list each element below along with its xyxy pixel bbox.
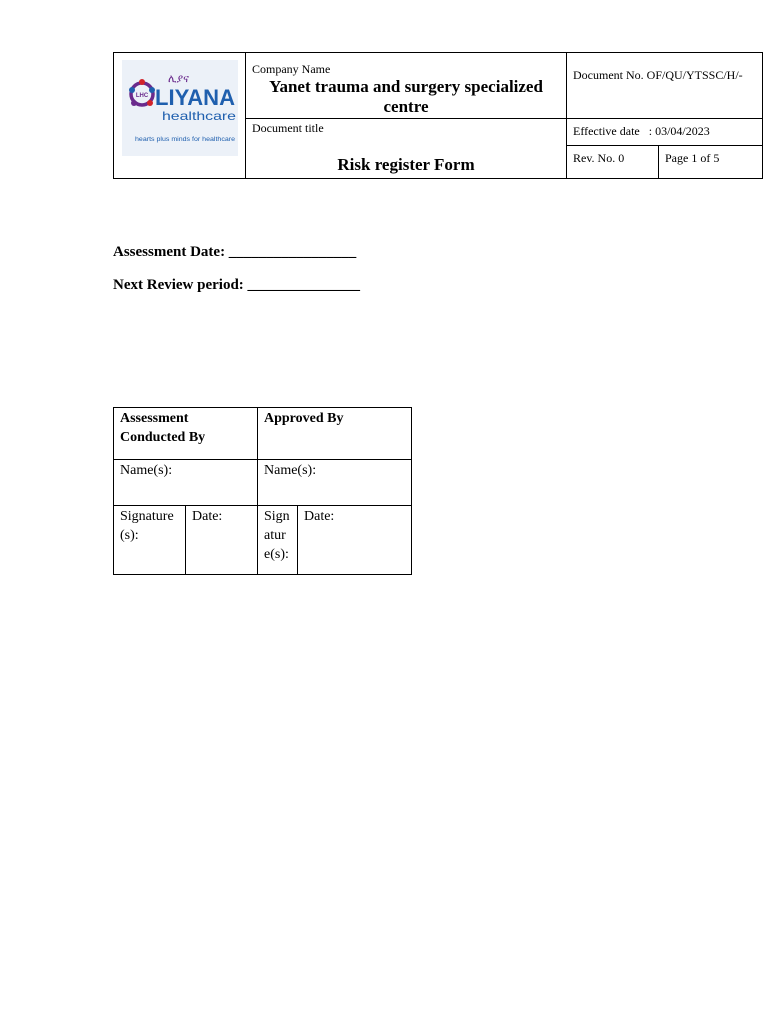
conducted-by-header: Assessment Conducted By [114,408,258,460]
approved-by-signature-cell[interactable] [258,506,298,575]
next-review-period-field[interactable]: Next Review period: _______________ [113,277,361,293]
page-number-cell [659,146,763,179]
revision-cell [567,146,659,179]
logo-badge-text: LHC [135,93,149,99]
logo-tagline: hearts plus minds for healthcare [135,136,236,143]
approved-by-names-cell[interactable] [258,460,412,506]
signoff-table [113,407,412,575]
liyana-healthcare-logo [122,60,238,156]
approved-by-header: Approved By [258,408,412,460]
company-name-cell [246,53,567,119]
document-number-cell [567,53,763,119]
approved-by-date-cell[interactable] [298,506,412,575]
logo-brand-amharic: ሊያና [168,72,189,85]
approved-by-signature-label: Signature(s): [264,509,290,562]
document-header-table [113,52,763,179]
conducted-by-date-cell[interactable] [186,506,258,575]
conducted-by-names-label: Name(s): [120,463,173,478]
logo-graphic [122,60,238,156]
logo-cell [114,53,246,179]
document-title: Risk register Form [337,155,475,174]
assessment-date-field[interactable]: Assessment Date: _________________ [113,244,357,260]
company-name: Yanet trauma and surgery specialized centre [269,77,543,116]
conducted-by-signature-label: Signature(s): [120,509,174,543]
document-title-cell [246,119,567,179]
document-number: Document No. OF/QU/YTSSC/H/- [573,68,743,82]
page-number: Page 1 of 5 [665,151,720,165]
conducted-by-names-cell[interactable] [114,460,258,506]
document-title-label: Document title [252,121,324,135]
effective-date: Effective date : 03/04/2023 [573,124,710,138]
approved-by-names-label: Name(s): [264,463,317,478]
approved-by-date-label: Date: [304,509,335,524]
conducted-by-signature-cell[interactable] [114,506,186,575]
conducted-by-date-label: Date: [192,509,223,524]
logo-brand-name: LIYANA [155,85,236,110]
company-name-label: Company Name [252,62,331,76]
logo-people-icon [129,79,155,106]
logo-brand-sub: healthcare [162,109,237,123]
revision-number: Rev. No. 0 [573,151,625,165]
effective-date-cell [567,119,763,146]
